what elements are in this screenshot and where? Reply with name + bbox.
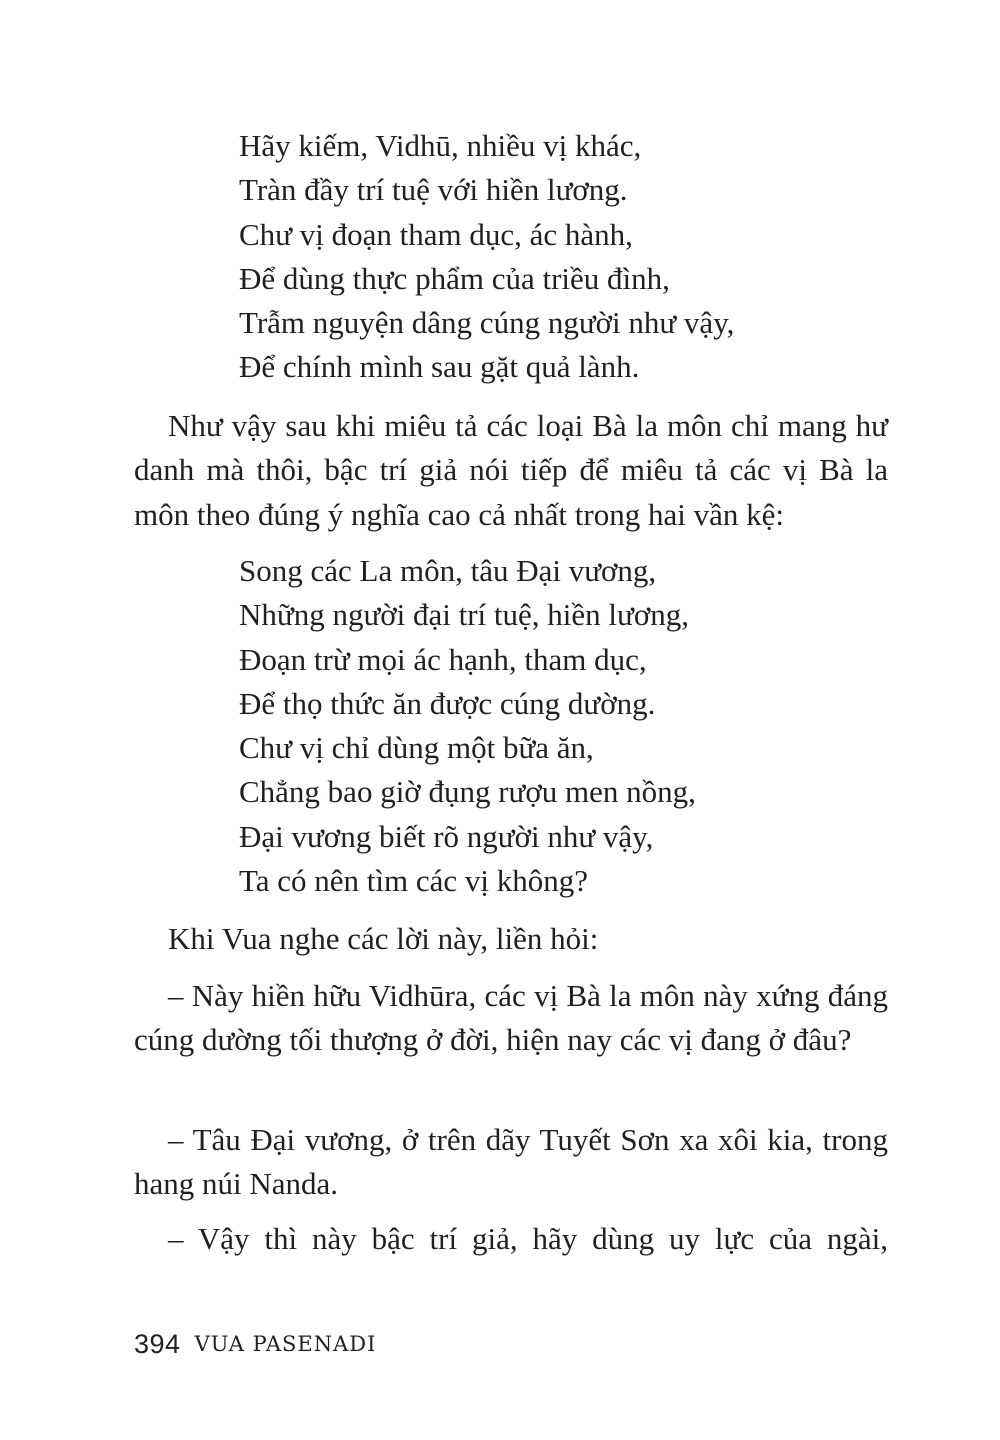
verse-block-1 <box>239 124 879 390</box>
paragraph-king-asks: Khi Vua nghe các lời này, liền hỏi: <box>168 921 599 956</box>
verse-line: Để chính mình sau gặt quả lành. <box>239 349 640 385</box>
verse-line: Hãy kiếm, Vidhū, nhiều vị khác, <box>239 128 642 163</box>
verse-line: Để thọ thức ăn được cúng dường. <box>239 685 656 721</box>
verse-line: Chư vị đoạn tham dục, ác hành, <box>239 216 633 252</box>
verse-line: Để dùng thực phẩm của triều đình, <box>239 260 670 296</box>
page-number: 394 <box>134 1329 181 1359</box>
verse-line: Đại vương biết rõ người như vậy, <box>239 818 654 854</box>
verse-line: Chẳng bao giờ đụng rượu men nồng, <box>239 774 696 810</box>
verse-line: Ta có nên tìm các vị không? <box>239 863 589 899</box>
verse-line: Trẫm nguyện dâng cúng người như vậy, <box>239 305 735 341</box>
verse-line: Tràn đầy trí tuệ với hiền lương. <box>239 172 628 208</box>
paragraph-dialogue-question: – Này hiền hữu Vidhūra, các vị Bà la môn này xứng đáng cúng dường tối thượng ở đời, hiện nay các vị đang ở đâu? <box>134 978 888 1058</box>
running-title: VUA PASENADI <box>194 1332 377 1356</box>
page-footer <box>134 1324 376 1366</box>
paragraph-narration: Như vậy sau khi miêu tả các loại Bà la môn chỉ mang hư danh mà thôi, bậc trí giả nói tiếp để miêu tả các vị Bà la môn theo đúng ý nghĩa cao cả nhất trong hai vần kệ: <box>134 408 888 532</box>
verse-line: Song các La môn, tâu Đại vương, <box>239 553 657 588</box>
verse-line: Những người đại trí tuệ, hiền lương, <box>239 597 689 633</box>
paragraph-dialogue-answer: – Tâu Đại vương, ở trên dãy Tuyết Sơn xa xôi kia, trong hang núi Nanda. <box>134 1122 888 1202</box>
verse-line: Chư vị chỉ dùng một bữa ăn, <box>239 730 594 766</box>
paragraph-dialogue-request: – Vậy thì này bậc trí giả, hãy dùng uy lực của ngài, <box>168 1221 888 1256</box>
verse-line: Đoạn trừ mọi ác hạnh, tham dục, <box>239 641 647 677</box>
verse-block-2 <box>239 549 879 903</box>
